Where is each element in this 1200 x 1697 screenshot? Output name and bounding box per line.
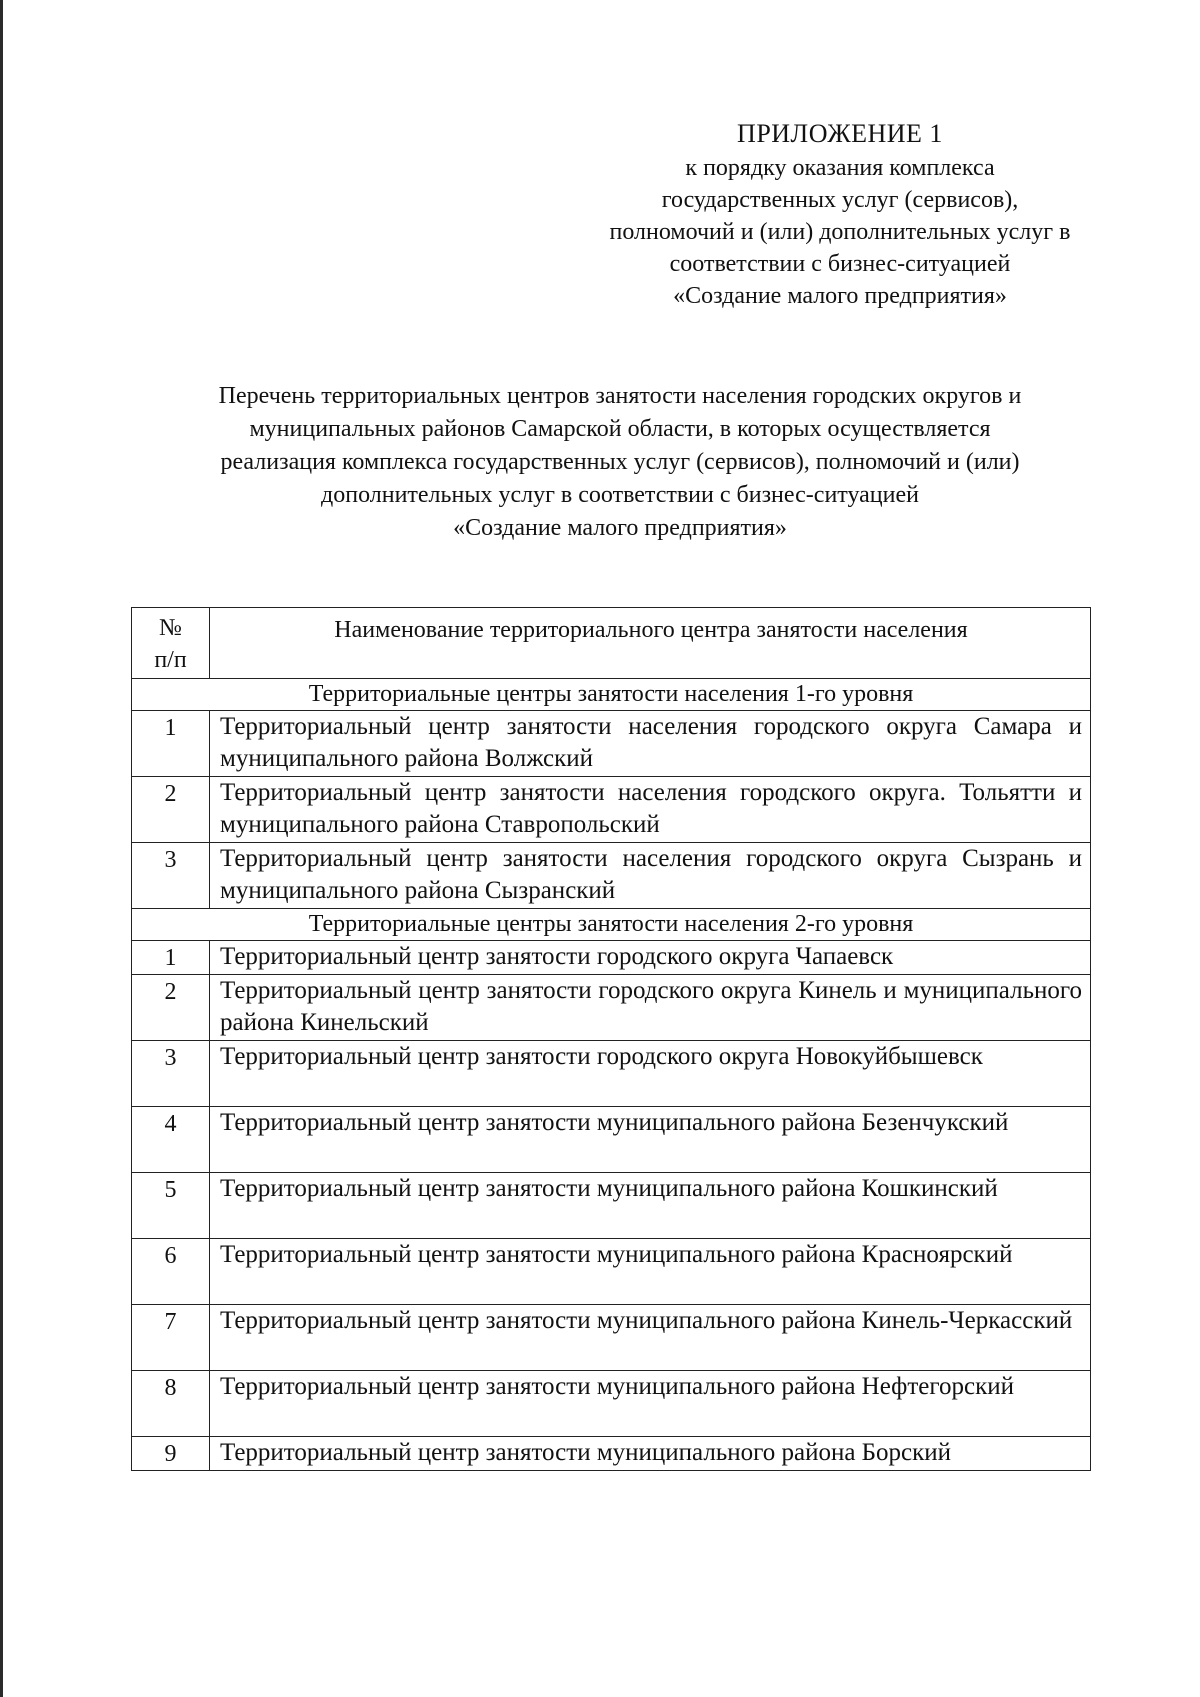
row-number: 3 [132, 1041, 210, 1107]
table-row [132, 1173, 1091, 1239]
row-name: Территориальный центр занятости городского округа Чапаевск [210, 941, 1091, 975]
appendix-line: государственных услуг (сервисов), [661, 187, 1019, 213]
row-number: 1 [132, 711, 210, 777]
table-row [132, 777, 1091, 843]
table-header-row [132, 608, 1091, 679]
table-row [132, 1371, 1091, 1437]
appendix-line: к порядку оказания комплекса [685, 155, 995, 181]
row-name: Территориальный центр занятости населения городского округа Сызрань и муниципального района Сызранский [210, 843, 1091, 909]
row-number: 6 [132, 1239, 210, 1305]
appendix-line: соответствии с бизнес-ситуацией [669, 251, 1011, 277]
row-name: Территориальный центр занятости муниципального района Борский [210, 1437, 1091, 1471]
row-name: Территориальный центр занятости городского округа Кинель и муниципального района Кинельский [210, 975, 1091, 1041]
table-row [132, 1437, 1091, 1471]
header-name-cell: Наименование территориального центра занятости населения [210, 608, 1091, 679]
table-row [132, 843, 1091, 909]
document-title [140, 380, 1100, 545]
title-line: «Создание малого предприятия» [453, 515, 787, 541]
employment-centers-table [131, 607, 1091, 1471]
title-line: Перечень территориальных центров занятости населения городских округов и [218, 383, 1022, 409]
row-name: Территориальный центр занятости муниципального района Красноярский [210, 1239, 1091, 1305]
appendix-block [570, 118, 1110, 312]
table-row [132, 1239, 1091, 1305]
row-number: 9 [132, 1437, 210, 1471]
table-row [132, 1107, 1091, 1173]
row-number: 3 [132, 843, 210, 909]
table-row [132, 975, 1091, 1041]
row-number: 4 [132, 1107, 210, 1173]
appendix-line: «Создание малого предприятия» [673, 283, 1007, 309]
title-line: дополнительных услуг в соответствии с бизнес-ситуацией [321, 482, 919, 508]
row-number: 2 [132, 777, 210, 843]
title-line: реализация комплекса государственных услуг (сервисов), полномочий и (или) [220, 449, 1020, 475]
scan-edge [0, 0, 3, 1697]
row-name: Территориальный центр занятости населения городского округа Самара и муниципального района Волжский [210, 711, 1091, 777]
section-title: Территориальные центры занятости населения 2-го уровня [132, 909, 1091, 941]
header-number-symbol: № [159, 615, 182, 641]
row-name: Территориальный центр занятости муниципального района Кошкинский [210, 1173, 1091, 1239]
row-name: Территориальный центр занятости муниципального района Нефтегорский [210, 1371, 1091, 1437]
table-row [132, 941, 1091, 975]
row-number: 8 [132, 1371, 210, 1437]
section-row-level-1 [132, 679, 1091, 711]
row-name: Территориальный центр занятости муниципального района Безенчукский [210, 1107, 1091, 1173]
section-title: Территориальные центры занятости населения 1-го уровня [132, 679, 1091, 711]
table-row [132, 711, 1091, 777]
row-name: Территориальный центр занятости муниципального района Кинель-Черкасский [210, 1305, 1091, 1371]
header-number-abbrev: п/п [154, 647, 187, 673]
row-name: Территориальный центр занятости городского округа Новокуйбышевск [210, 1041, 1091, 1107]
row-name: Территориальный центр занятости населения городского округа. Тольятти и муниципального района Ставропольский [210, 777, 1091, 843]
table-row [132, 1305, 1091, 1371]
appendix-line: полномочий и (или) дополнительных услуг в [609, 219, 1071, 245]
table-row [132, 1041, 1091, 1107]
row-number: 2 [132, 975, 210, 1041]
section-row-level-2 [132, 909, 1091, 941]
row-number: 5 [132, 1173, 210, 1239]
row-number: 1 [132, 941, 210, 975]
header-number-cell [132, 608, 210, 679]
row-number: 7 [132, 1305, 210, 1371]
appendix-heading: ПРИЛОЖЕНИЕ 1 [737, 119, 943, 148]
title-line: муниципальных районов Самарской области, в которых осуществляется [249, 416, 991, 442]
